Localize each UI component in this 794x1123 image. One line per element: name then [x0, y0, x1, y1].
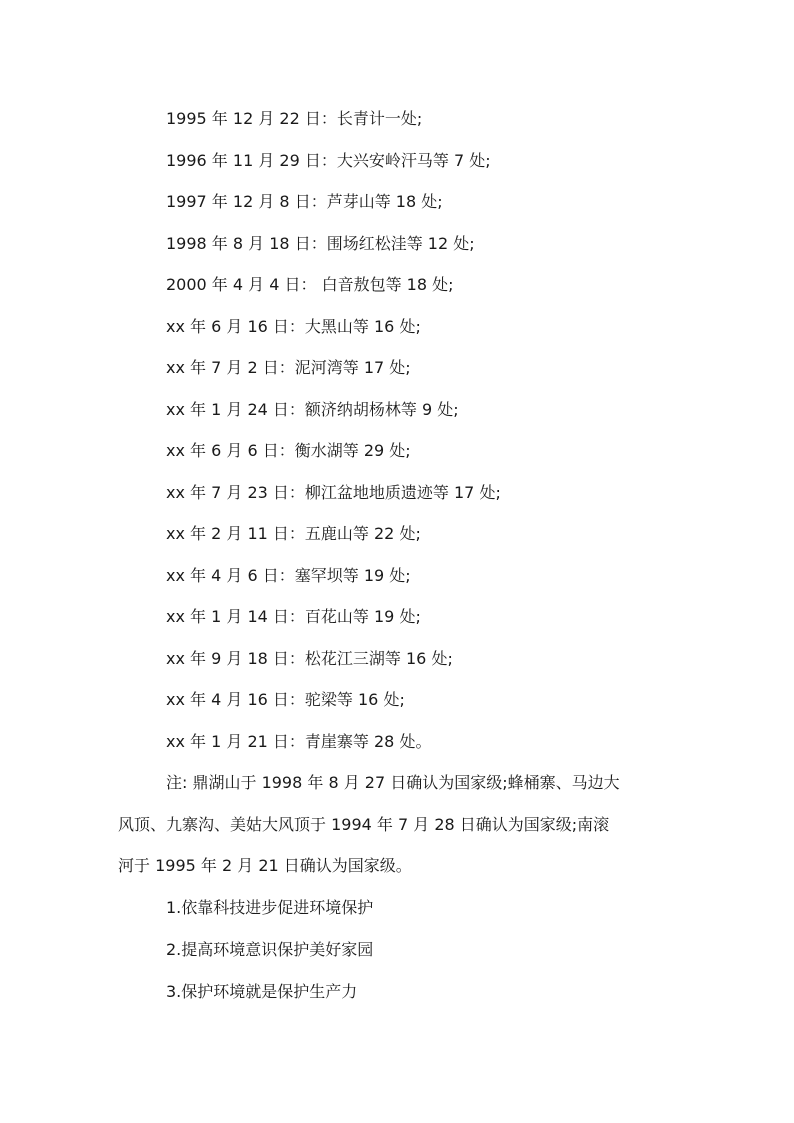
slogan-item: 1.依靠科技进步促进环境保护	[166, 898, 374, 917]
date-entry: xx 年 6 月 16 日：大黑山等 16 处;	[166, 317, 421, 336]
slogan-item: 2.提高环境意识保护美好家园	[166, 940, 374, 959]
date-entry: 1998 年 8 月 18 日：围场红松洼等 12 处;	[166, 234, 475, 253]
date-entry: xx 年 4 月 16 日：驼梁等 16 处;	[166, 690, 405, 709]
slogan-item: 3.保护环境就是保护生产力	[166, 982, 358, 1001]
date-entry: 2000 年 4 月 4 日： 白音敖包等 18 处;	[166, 275, 454, 294]
date-entry: 1997 年 12 月 8 日：芦芽山等 18 处;	[166, 192, 443, 211]
date-entry: xx 年 9 月 18 日：松花江三湖等 16 处;	[166, 649, 453, 668]
date-entry: 1995 年 12 月 22 日：长青计一处;	[166, 109, 423, 128]
date-entry: xx 年 7 月 2 日：泥河湾等 17 处;	[166, 358, 411, 377]
note-paragraph-line: 河于 1995 年 2 月 21 日确认为国家级。	[118, 856, 412, 875]
date-entry: xx 年 2 月 11 日：五鹿山等 22 处;	[166, 524, 421, 543]
note-paragraph-line: 注: 鼎湖山于 1998 年 8 月 27 日确认为国家级;蜂桶寨、马边大	[166, 773, 620, 792]
date-entry: xx 年 1 月 21 日：青崖寨等 28 处。	[166, 732, 432, 751]
date-entry: xx 年 1 月 24 日：额济纳胡杨林等 9 处;	[166, 400, 459, 419]
date-entry: xx 年 4 月 6 日：塞罕坝等 19 处;	[166, 566, 411, 585]
date-entry: xx 年 6 月 6 日：衡水湖等 29 处;	[166, 441, 411, 460]
date-entry: 1996 年 11 月 29 日：大兴安岭汗马等 7 处;	[166, 151, 491, 170]
date-entry: xx 年 7 月 23 日：柳江盆地地质遗迹等 17 处;	[166, 483, 501, 502]
date-entry: xx 年 1 月 14 日：百花山等 19 处;	[166, 607, 421, 626]
note-paragraph-line: 风顶、九寨沟、美姑大风顶于 1994 年 7 月 28 日确认为国家级;南滚	[118, 815, 610, 834]
